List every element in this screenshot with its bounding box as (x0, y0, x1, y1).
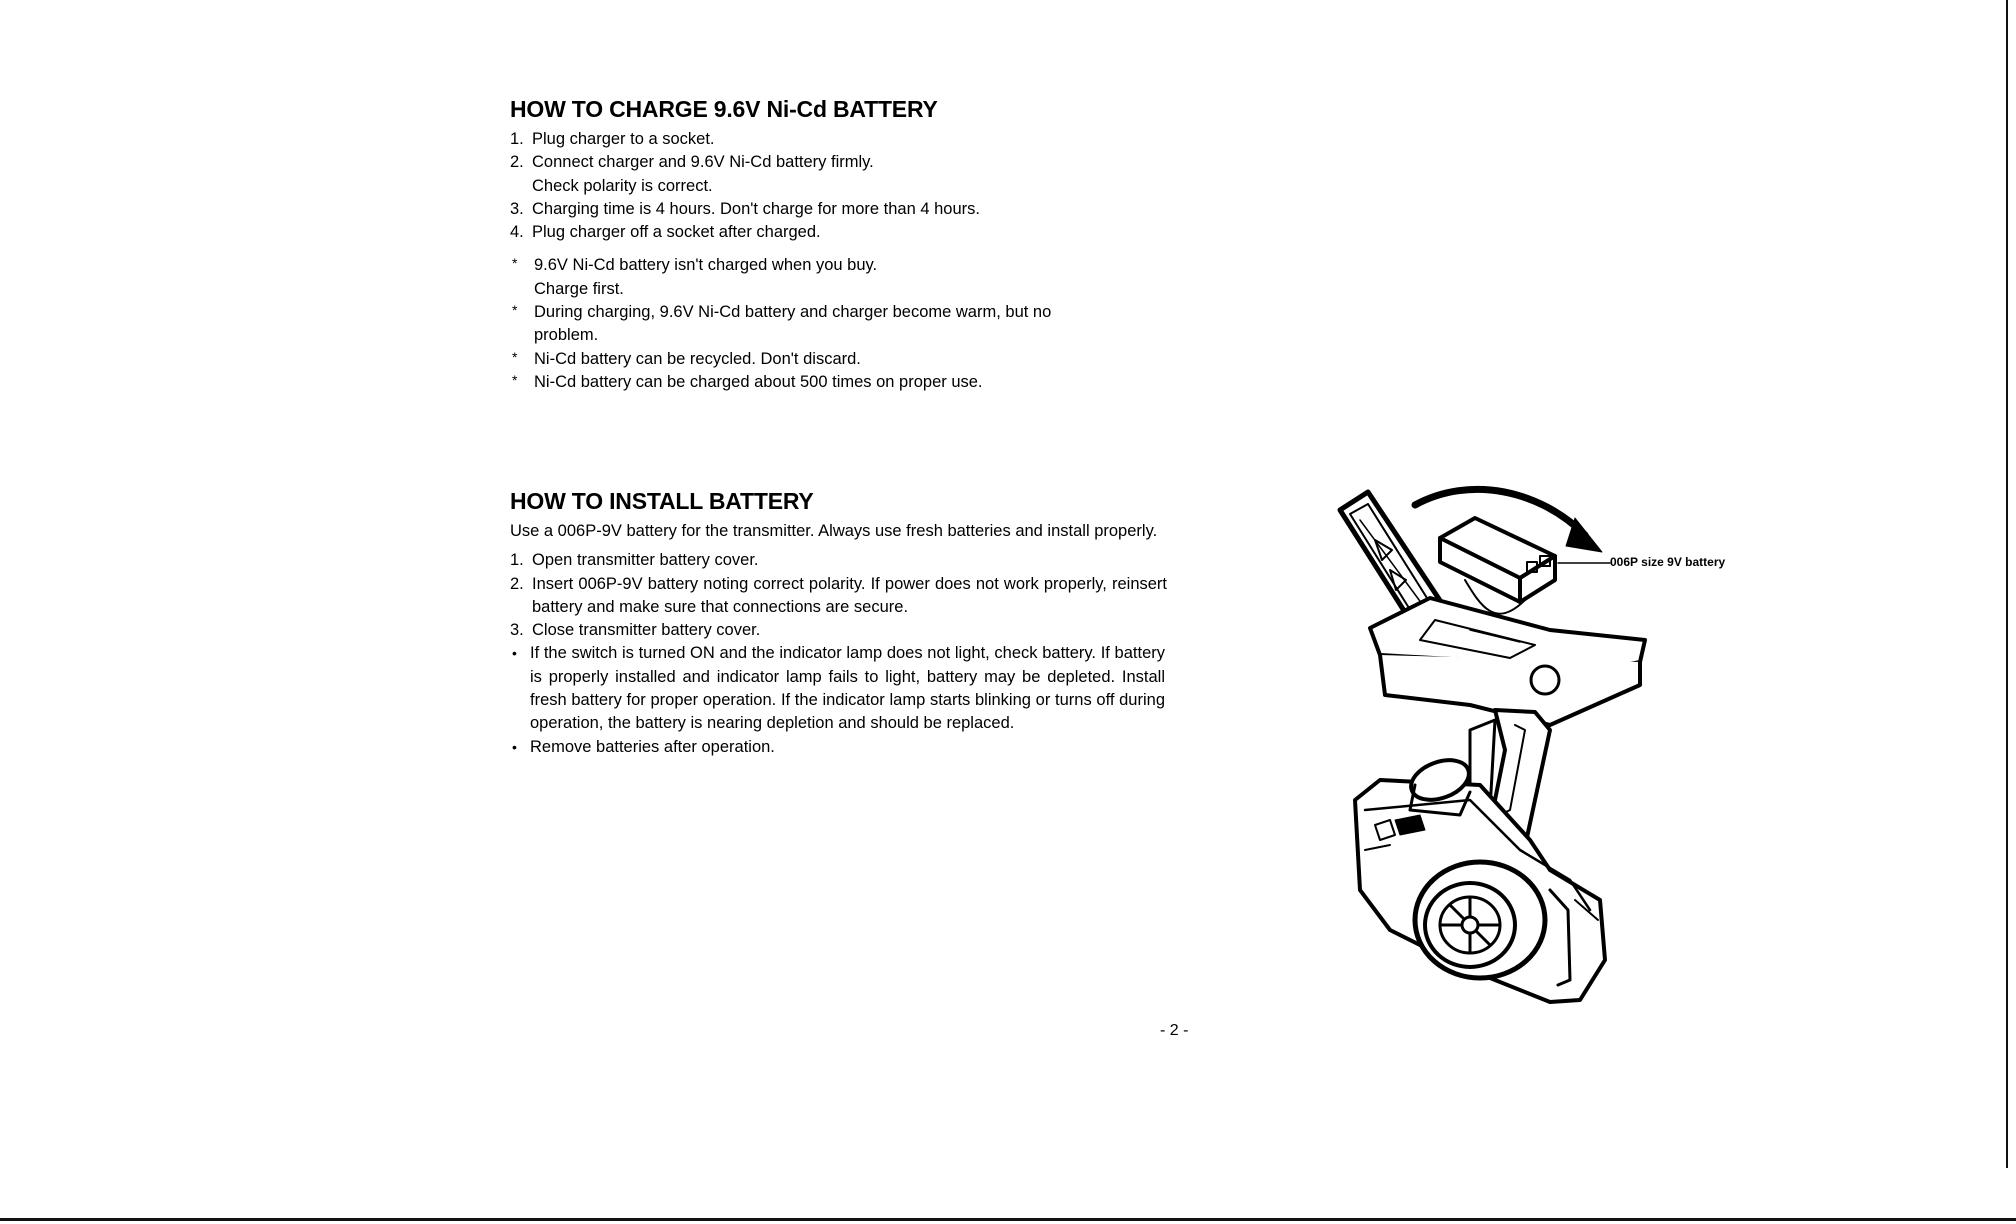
step-number: 1. (510, 551, 524, 570)
step-number: 4. (510, 223, 524, 242)
charge-steps (510, 128, 1170, 244)
step-text: Check polarity is correct. (532, 176, 713, 195)
right-border (2006, 0, 2008, 1168)
charge-step (510, 198, 1170, 221)
charge-note (510, 348, 1170, 371)
battery-9v (1440, 518, 1555, 602)
step-number: 2. (510, 574, 524, 593)
step-text: Plug charger off a socket after charged. (532, 223, 821, 242)
note-text: Ni-Cd battery can be charged about 500 times on proper use. (534, 372, 983, 391)
step-text: Connect charger and 9.6V Ni-Cd battery firmly. (532, 153, 874, 172)
install-heading: HOW TO INSTALL BATTERY (510, 488, 814, 514)
install-intro: Use a 006P-9V battery for the transmitter. Always use fresh batteries and install properly. (510, 522, 1158, 540)
charge-heading: HOW TO CHARGE 9.6V Ni-Cd BATTERY (510, 96, 938, 122)
install-step (510, 619, 1170, 642)
note-bullet: • (512, 645, 517, 662)
page-number: - 2 - (1160, 1022, 1189, 1039)
charge-notes (510, 254, 1170, 394)
step-text: Charging time is 4 hours. Don't charge for more than 4 hours. (532, 199, 980, 218)
charge-step (510, 221, 1170, 244)
charge-note (510, 254, 1170, 301)
step-number: 3. (510, 621, 524, 640)
install-step (510, 573, 1170, 620)
note-bullet: * (512, 302, 518, 319)
steering-wheel (1415, 862, 1545, 978)
note-text: problem. (534, 326, 599, 345)
step-number: 2. (510, 153, 524, 172)
note-text: If the switch is turned ON and the indicator lamp does not light, check battery. If battery is properly installed and indicator lamp fails to light, battery may be depleted. Install fresh battery for proper operation. If the indicator lamp starts blinking or turns off during operation, the battery is nearing depletion and should be replaced. (530, 644, 1165, 733)
install-note (510, 642, 1170, 735)
install-step (510, 549, 1170, 572)
note-bullet: * (512, 255, 518, 272)
step-text: Close transmitter battery cover. (532, 621, 761, 640)
note-text: Charge first. (534, 279, 624, 298)
step-text: Plug charger to a socket. (532, 130, 715, 148)
note-text: 9.6V Ni-Cd battery isn't charged when you buy. (534, 256, 878, 275)
transmitter-battery-illustration (1320, 480, 1820, 1020)
install-notes (510, 642, 1170, 758)
install-section (510, 486, 1170, 759)
note-bullet: * (512, 371, 518, 388)
install-steps (510, 549, 1170, 642)
note-bullet: • (512, 738, 517, 755)
charge-step (510, 151, 1170, 198)
charge-note (510, 371, 1170, 394)
step-text: Open transmitter battery cover. (532, 551, 759, 570)
charge-section (510, 94, 1170, 394)
note-text: During charging, 9.6V Ni-Cd battery and charger become warm, but no (534, 303, 1052, 322)
step-number: 1. (510, 130, 524, 148)
bottom-border (0, 1218, 2016, 1221)
step-text: Insert 006P-9V battery noting correct polarity. If power does not work properly, reinsert battery and make sure that connections are secure. (532, 574, 1167, 616)
note-bullet: * (512, 348, 518, 365)
charge-note (510, 301, 1170, 348)
step-number: 3. (510, 199, 524, 218)
charge-step (510, 128, 1170, 151)
install-note (510, 736, 1170, 759)
note-text: Remove batteries after operation. (530, 737, 775, 756)
note-text: Ni-Cd battery can be recycled. Don't discard. (534, 349, 861, 368)
battery-callout-label: 006P size 9V battery (1610, 555, 1726, 569)
transmitter-top (1370, 598, 1645, 725)
